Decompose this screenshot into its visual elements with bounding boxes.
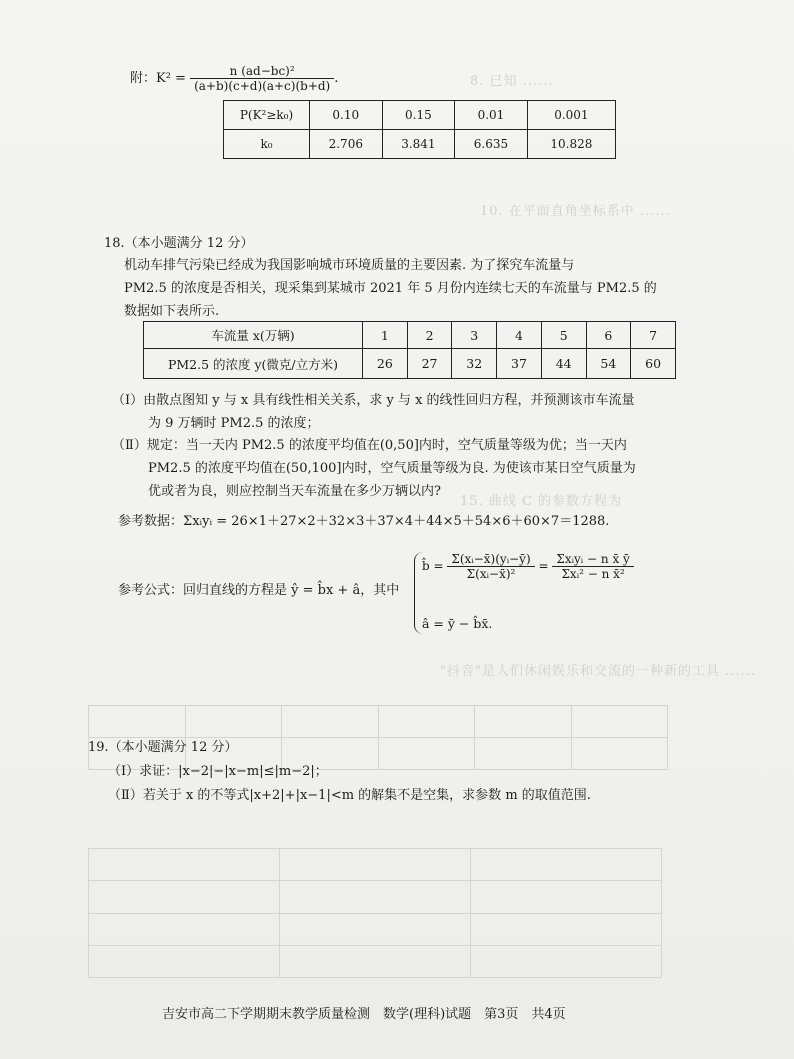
q18-part2-line: PM2.5 的浓度平均值在(50,100]内时，空气质量等级为良. 为使该市某日空气质量为: [148, 461, 636, 476]
q18-part2-line: （Ⅱ）规定：当一天内 PM2.5 的浓度平均值在(0,50]内时，空气质量等级为优；当一天内: [112, 438, 627, 453]
equals-sign: =: [538, 559, 549, 573]
b-fraction-1: [447, 552, 534, 581]
b-frac1-denominator: Σ(xᵢ−x̄)²: [466, 567, 516, 581]
formula-suffix: .: [334, 71, 339, 86]
x-cell: 2: [407, 322, 452, 349]
regression-a-formula: â = ȳ − b̂x̄.: [422, 616, 493, 631]
q18-part2-line: 优或者为良，则应控制当天车流量在多少万辆以内?: [148, 484, 441, 499]
q18-ref-data: 参考数据：Σxᵢyᵢ = 26×1＋27×2＋32×3＋37×4＋44×5＋54×6＋60×7＝1288.: [118, 514, 610, 529]
b-frac2-denominator: Σxᵢ² − n x̄²: [561, 567, 625, 581]
table-header-y: PM2.5 的浓度 y(微克/立方米): [144, 349, 363, 379]
q18-title: 18.（本小题满分 12 分）: [104, 236, 254, 251]
y-cell: 60: [631, 349, 676, 379]
formula-denominator: (a+b)(c+d)(a+c)(b+d): [194, 79, 331, 93]
q18-intro-line: 数据如下表所示.: [124, 304, 220, 319]
x-cell: 4: [497, 322, 542, 349]
k-cell: 2.706: [310, 130, 383, 159]
x-cell: 5: [541, 322, 586, 349]
x-cell: 3: [452, 322, 497, 349]
p-cell: 0.001: [527, 101, 615, 130]
page-footer: 吉安市高二下学期期末教学质量检测 数学(理科)试题 第3页 共4页: [162, 1007, 566, 1022]
b-frac1-numerator: Σ(xᵢ−x̄)(yᵢ−ȳ): [447, 552, 534, 567]
b-frac2-numerator: Σxᵢyᵢ − n x̄ ȳ: [552, 552, 633, 567]
k-cell: 6.635: [455, 130, 528, 159]
y-cell: 44: [541, 349, 586, 379]
show-through-text: 15. 曲线 C 的参数方程为: [460, 494, 623, 509]
regression-b-formula: [422, 552, 634, 581]
formula-fraction: [190, 64, 334, 93]
x-cell: 6: [586, 322, 631, 349]
k-square-formula: [130, 64, 338, 93]
b-fraction-2: [552, 552, 633, 581]
q18-ref-formula-label: 参考公式：回归直线的方程是 ŷ = b̂x + â，其中: [118, 583, 400, 598]
q18-part1-line: （Ⅰ）由散点图知 y 与 x 具有线性相关关系，求 y 与 x 的线性回归方程，并预测该市车流量: [112, 393, 635, 408]
y-cell: 54: [586, 349, 631, 379]
show-through-table: [88, 848, 662, 978]
show-through-text: "抖音"是人们休闲娱乐和交流的一种新的工具 ......: [440, 664, 756, 679]
table-header-k: k₀: [224, 130, 310, 159]
traffic-pm25-table: [143, 321, 676, 379]
k-cell: 3.841: [382, 130, 455, 159]
y-cell: 26: [363, 349, 408, 379]
y-cell: 32: [452, 349, 497, 379]
q18-part1-line: 为 9 万辆时 PM2.5 的浓度；: [148, 416, 320, 431]
p-cell: 0.01: [455, 101, 528, 130]
table-header-p: P(K²≥k₀): [224, 101, 310, 130]
x-cell: 7: [631, 322, 676, 349]
b-hat-label: b̂ =: [422, 559, 444, 573]
k-cell: 10.828: [527, 130, 615, 159]
p-cell: 0.10: [310, 101, 383, 130]
q18-intro-line: 机动车排气污染已经成为我国影响城市环境质量的主要因素. 为了探究车流量与: [124, 258, 575, 273]
table-header-x: 车流量 x(万辆): [144, 322, 363, 349]
q19-part1: （Ⅰ）求证：|x−2|−|x−m|≤|m−2|；: [108, 764, 328, 779]
y-cell: 37: [497, 349, 542, 379]
y-cell: 27: [407, 349, 452, 379]
formula-prefix: 附：K² =: [130, 71, 186, 86]
k-critical-table: [223, 100, 616, 159]
x-cell: 1: [363, 322, 408, 349]
p-cell: 0.15: [382, 101, 455, 130]
show-through-text: 8. 已知 ......: [470, 74, 554, 89]
q19-title: 19.（本小题满分 12 分）: [88, 740, 238, 755]
formula-numerator: n (ad−bc)²: [190, 64, 334, 79]
q18-intro-line: PM2.5 的浓度是否相关，现采集到某城市 2021 年 5 月份内连续七天的车流量与 PM2.5 的: [124, 281, 657, 296]
show-through-text: 10. 在平面直角坐标系中 ......: [480, 204, 671, 219]
q19-part2: （Ⅱ）若关于 x 的不等式|x+2|+|x−1|<m 的解集不是空集，求参数 m 的取值范围.: [108, 788, 591, 803]
